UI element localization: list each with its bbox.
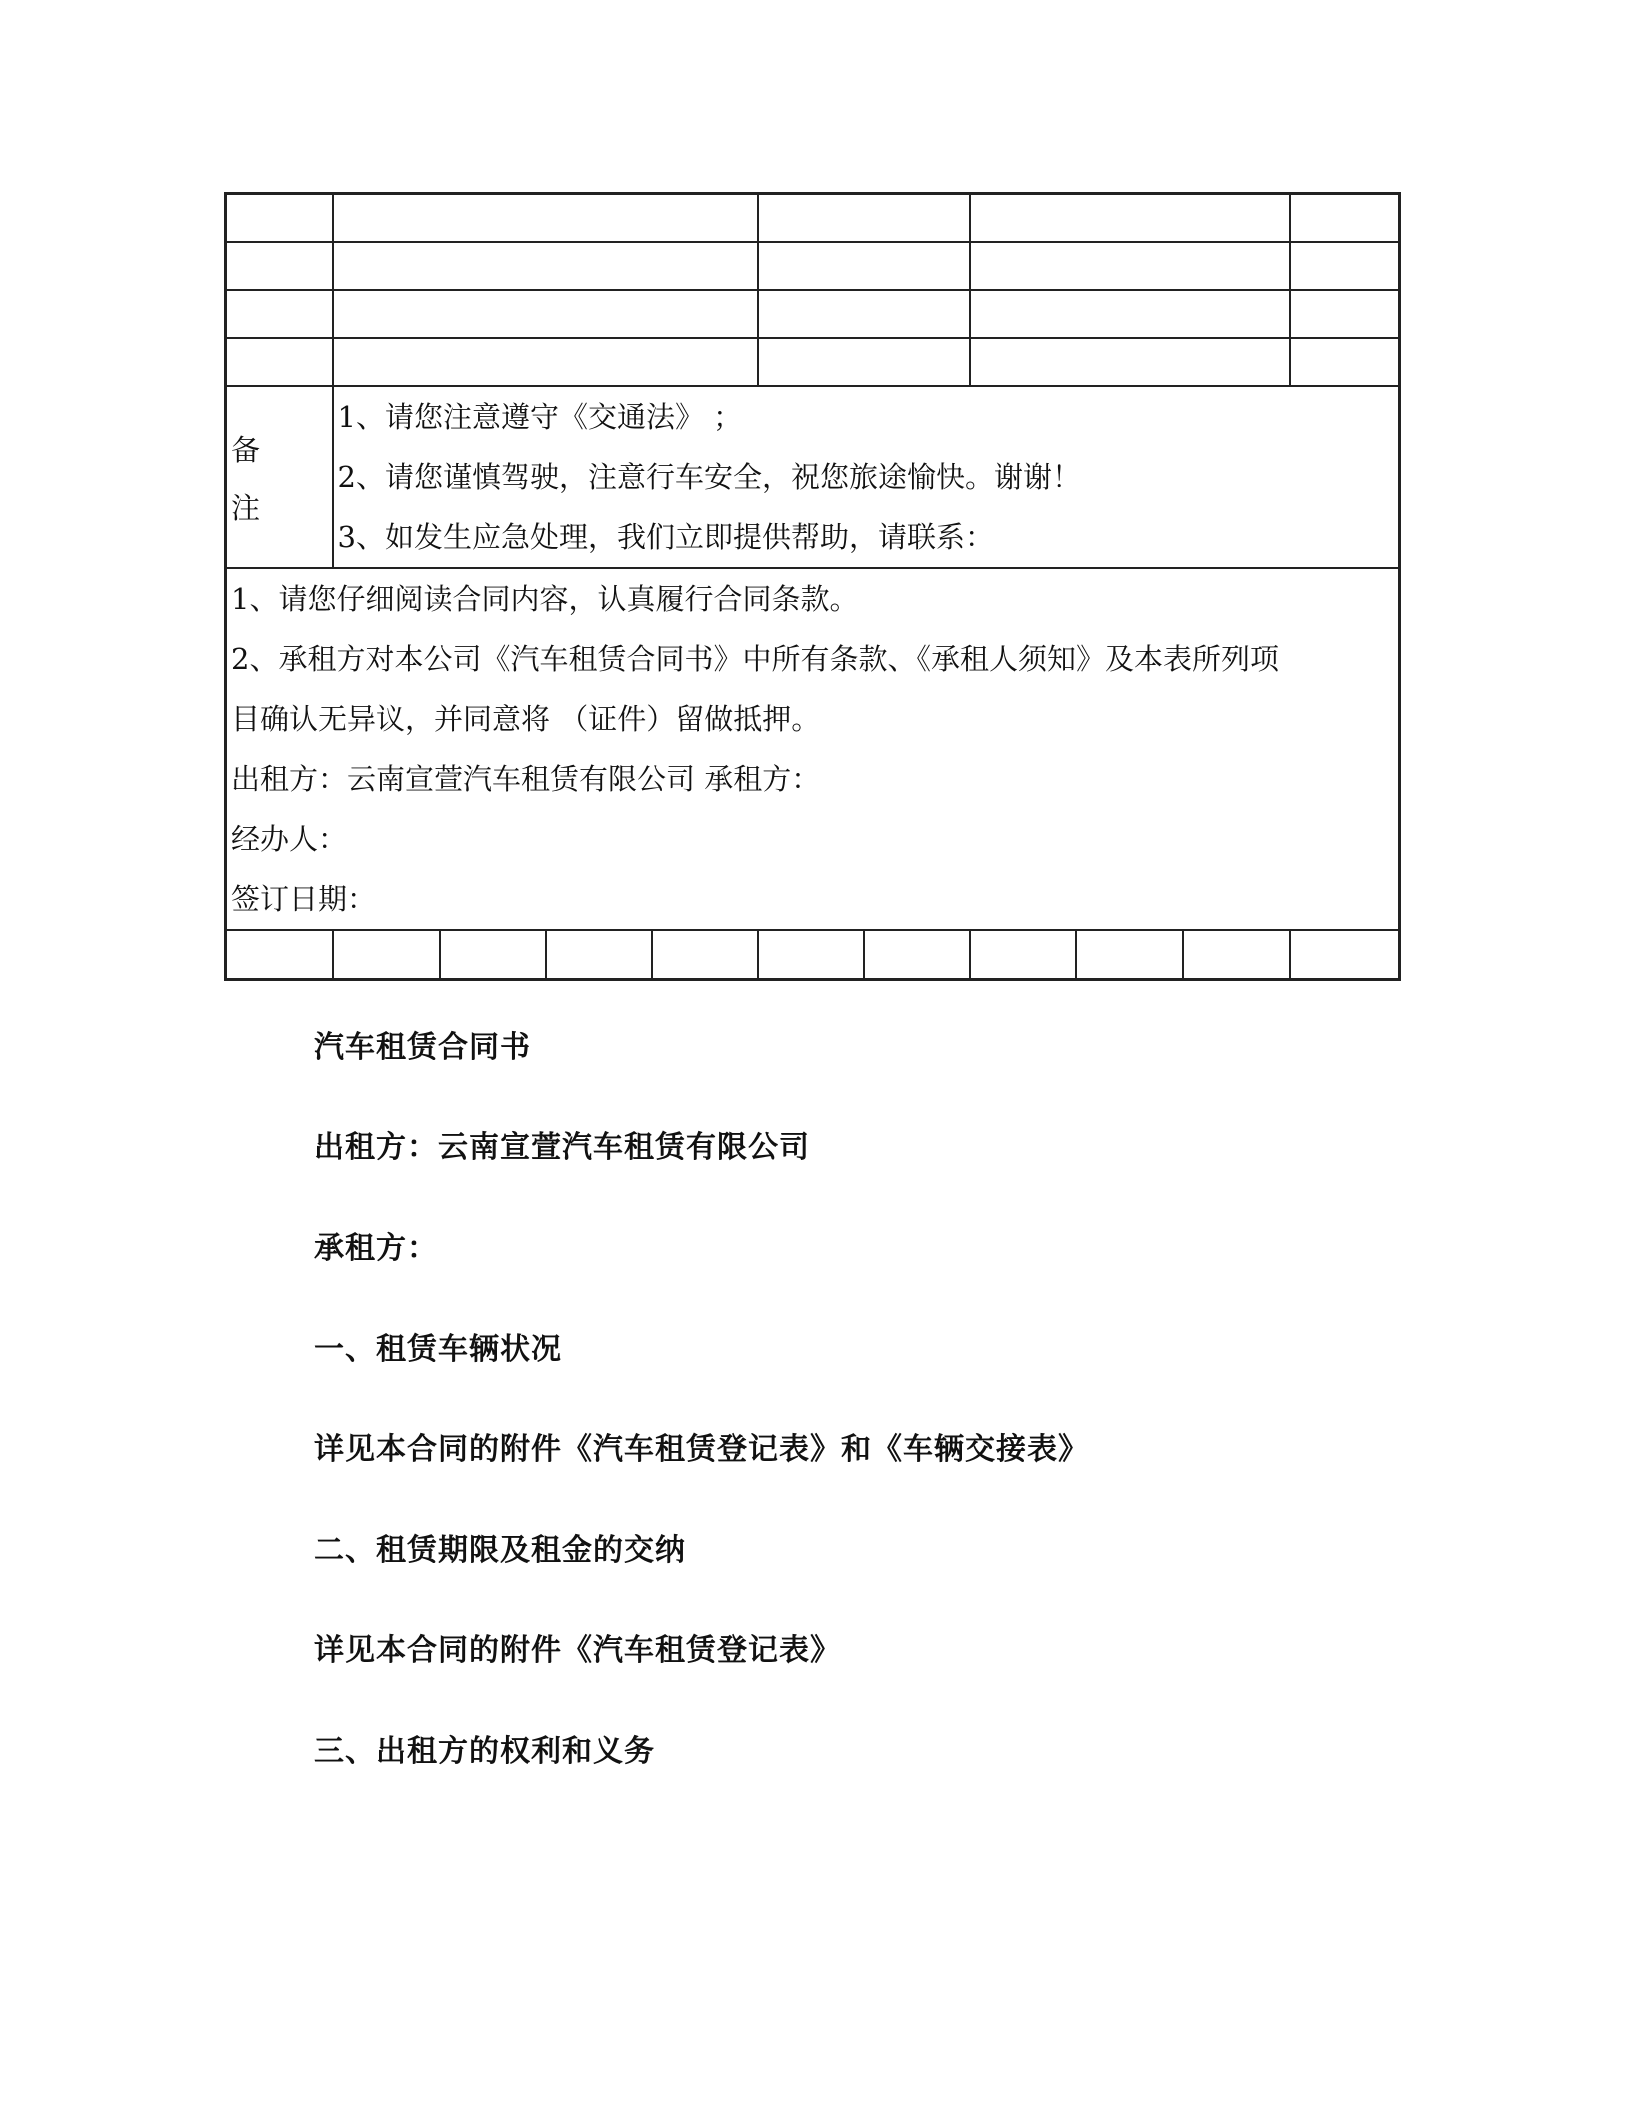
table-cell[interactable] (970, 242, 1290, 290)
table-row (226, 930, 1400, 980)
table-cell[interactable] (758, 930, 864, 980)
rental-form-table (224, 192, 1401, 981)
table-cell[interactable] (1290, 930, 1400, 980)
lessee-line: 承租方： (314, 1231, 438, 1266)
section-1-body: 详见本合同的附件《汽车租赁登记表》和《车辆交接表》 (314, 1432, 1089, 1467)
section-2-heading: 二、租赁期限及租金的交纳 (314, 1533, 686, 1568)
table-cell[interactable] (970, 194, 1290, 242)
table-cell[interactable] (758, 338, 970, 386)
table-cell[interactable] (333, 338, 758, 386)
table-cell[interactable] (1290, 242, 1400, 290)
signature-parties-line: 出租方：云南宣萱汽车租赁有限公司 承租方： (231, 761, 821, 796)
table-cell[interactable] (1183, 930, 1290, 980)
remarks-row (226, 386, 1400, 568)
remark-line: 3、如发生应急处理，我们立即提供帮助，请联系： (337, 519, 994, 554)
table-cell[interactable] (1290, 194, 1400, 242)
section-1-heading: 一、租赁车辆状况 (314, 1332, 562, 1367)
lessor-line: 出租方：云南宣萱汽车租赁有限公司 (314, 1130, 810, 1165)
section-3-heading: 三、出租方的权利和义务 (314, 1734, 655, 1769)
table-cell[interactable] (758, 194, 970, 242)
notice-line: 2、承租方对本公司《汽车租赁合同书》中所有条款、《承租人须知》及本表所列项 (231, 641, 1279, 676)
table-cell[interactable] (758, 242, 970, 290)
remark-label-char-2: 注 (231, 490, 261, 525)
remark-label-char-1: 备 (231, 432, 261, 467)
table-cell[interactable] (333, 930, 440, 980)
remark-line: 2、请您谨慎驾驶，注意行车安全，祝您旅途愉快。谢谢！ (337, 459, 1081, 494)
document-title: 汽车租赁合同书 (314, 1030, 531, 1065)
notice-line: 1、请您仔细阅读合同内容，认真履行合同条款。 (231, 581, 859, 616)
table-cell[interactable] (864, 930, 970, 980)
table-cell[interactable] (226, 290, 333, 338)
remarks-cell (333, 386, 1400, 568)
section-2-body: 详见本合同的附件《汽车租赁登记表》 (314, 1633, 841, 1668)
table-cell[interactable] (333, 242, 758, 290)
table-cell[interactable] (970, 930, 1076, 980)
table-cell[interactable] (970, 338, 1290, 386)
table-cell[interactable] (1076, 930, 1183, 980)
table-cell[interactable] (333, 194, 758, 242)
table-cell[interactable] (226, 930, 333, 980)
agent-line: 经办人： (231, 821, 348, 856)
table-row (226, 338, 1400, 386)
table-cell[interactable] (440, 930, 546, 980)
remark-label-cell (226, 386, 333, 568)
notice-cell (226, 568, 1400, 930)
notice-line: 目确认无异议，并同意将 （证件）留做抵押。 (231, 701, 821, 736)
table-row (226, 290, 1400, 338)
remark-line: 1、请您注意遵守《交通法》 ； (337, 399, 743, 434)
table-cell[interactable] (652, 930, 758, 980)
table-cell[interactable] (1290, 290, 1400, 338)
table-cell[interactable] (1290, 338, 1400, 386)
table-cell[interactable] (226, 242, 333, 290)
table-cell[interactable] (333, 290, 758, 338)
table-cell[interactable] (226, 338, 333, 386)
table-row (226, 242, 1400, 290)
table-cell[interactable] (970, 290, 1290, 338)
table-cell[interactable] (758, 290, 970, 338)
notice-row (226, 568, 1400, 930)
table-cell[interactable] (546, 930, 652, 980)
table-row (226, 194, 1400, 242)
signing-date-line: 签订日期： (231, 881, 377, 916)
table-cell[interactable] (226, 194, 333, 242)
